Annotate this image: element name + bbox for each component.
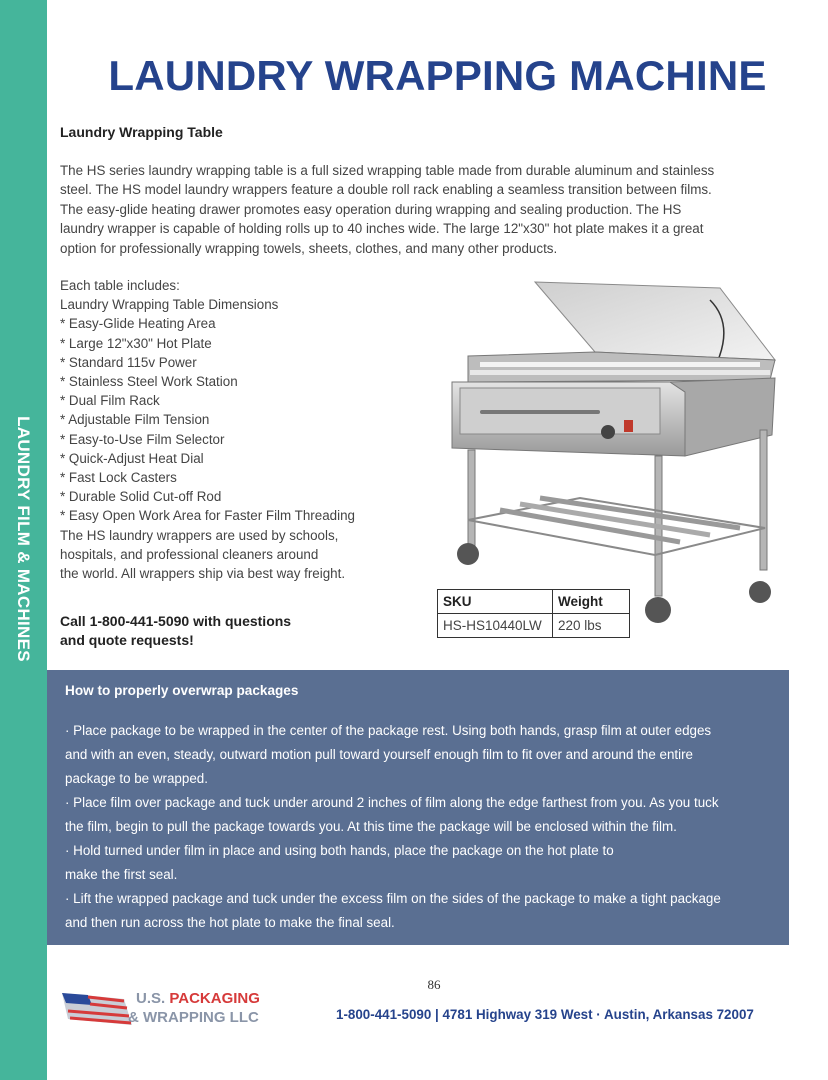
howto-line: · Place package to be wrapped in the center of the package rest. Using both hands, grasp film at outer edges xyxy=(65,723,712,738)
intro-line: The HS series laundry wrapping table is a full sized wrapping table made from durable aluminum and stainless xyxy=(60,163,715,178)
intro-line: laundry wrapper is capable of holding rolls up to 40 inches wide. The large 12"x30" hot plate makes it a great xyxy=(60,221,704,237)
howto-line: · Place film over package and tuck under around 2 inches of film along the edge farthest from you. As you tuck xyxy=(65,795,719,810)
howto-line: · Lift the wrapped package and tuck under the excess film on the sides of the package to make a tight package xyxy=(65,891,721,906)
features-line: the world. All wrappers ship via best way freight. xyxy=(60,566,346,582)
footer-contact: 1-800-441-5090 | 4781 Highway 319 West · Austin, Arkansas 72007 xyxy=(336,1007,754,1022)
howto-line: make the first seal. xyxy=(65,867,178,882)
company-logo xyxy=(58,985,298,1035)
features-line: The HS laundry wrappers are used by schools, xyxy=(60,527,339,543)
howto-line: package to be wrapped. xyxy=(65,771,208,786)
table-header-cell: SKU xyxy=(438,590,553,614)
logo-us: U.S. xyxy=(136,990,170,1007)
howto-title: How to properly overwrap packages xyxy=(65,683,299,698)
sidebar-label-wrap xyxy=(0,0,47,1080)
features-line: hospitals, and professional cleaners around xyxy=(60,546,319,562)
intro-line: steel. The HS model laundry wrappers feature a double roll rack enabling a seamless transition between films. xyxy=(60,182,712,198)
table-cell-sku: HS-HS10440LW xyxy=(438,614,553,638)
table-cell-weight: 220 lbs xyxy=(553,614,630,638)
intro-line: option for professionally wrapping towels, sheets, clothes, and many other products. xyxy=(60,240,558,256)
call-to-action xyxy=(60,612,291,650)
features-line: * Easy-to-Use Film Selector xyxy=(60,431,225,447)
features-line: Each table includes: xyxy=(60,278,180,293)
product-spec-table xyxy=(437,589,630,638)
features-line: * Adjustable Film Tension xyxy=(60,412,210,428)
call-line: and quote requests! xyxy=(60,632,194,648)
flag-roll-icon xyxy=(58,985,138,1035)
features-line: * Durable Solid Cut-off Rod xyxy=(60,489,222,505)
features-line: * Quick-Adjust Heat Dial xyxy=(60,450,204,466)
howto-line: the film, begin to pull the package towards you. At this time the package will be enclosed within the film. xyxy=(65,819,677,834)
howto-steps xyxy=(65,719,777,935)
table-header-cell: Weight xyxy=(553,590,630,614)
features-line: * Fast Lock Casters xyxy=(60,470,177,486)
intro-paragraph xyxy=(60,161,765,258)
table-header-row xyxy=(438,590,630,614)
logo-text-top xyxy=(136,990,260,1007)
features-line: * Easy-Glide Heating Area xyxy=(60,316,216,332)
page-title: LAUNDRY WRAPPING MACHINE xyxy=(108,52,767,99)
sidebar-label: LAUNDRY FILM & MACHINES xyxy=(14,416,33,662)
intro-line: The easy-glide heating drawer promotes easy operation during wrapping and sealing production. The HS xyxy=(60,201,682,217)
call-line: Call 1-800-441-5090 with questions xyxy=(60,613,292,629)
features-line: * Dual Film Rack xyxy=(60,393,160,409)
features-list xyxy=(60,276,400,583)
howto-line: · Hold turned under film in place and using both hands, place the package on the hot plate to xyxy=(65,843,614,858)
section-subtitle: Laundry Wrapping Table xyxy=(60,124,223,140)
page-number: 86 xyxy=(427,977,441,992)
logo-packaging: PACKAGING xyxy=(169,990,260,1007)
logo-text-bottom: & WRAPPING LLC xyxy=(128,1009,259,1026)
table-row xyxy=(438,614,630,638)
features-line: * Stainless Steel Work Station xyxy=(60,374,238,390)
features-line: * Standard 115v Power xyxy=(60,354,197,370)
howto-line: and then run across the hot plate to make the final seal. xyxy=(65,915,395,930)
features-line: * Large 12"x30" Hot Plate xyxy=(60,335,212,351)
features-line: * Easy Open Work Area for Faster Film Threading xyxy=(60,508,355,524)
howto-panel xyxy=(47,670,789,945)
features-line: Laundry Wrapping Table Dimensions xyxy=(60,297,279,313)
howto-line: and with an even, steady, outward motion pull toward yourself enough film to fit over and around the entire xyxy=(65,747,693,762)
